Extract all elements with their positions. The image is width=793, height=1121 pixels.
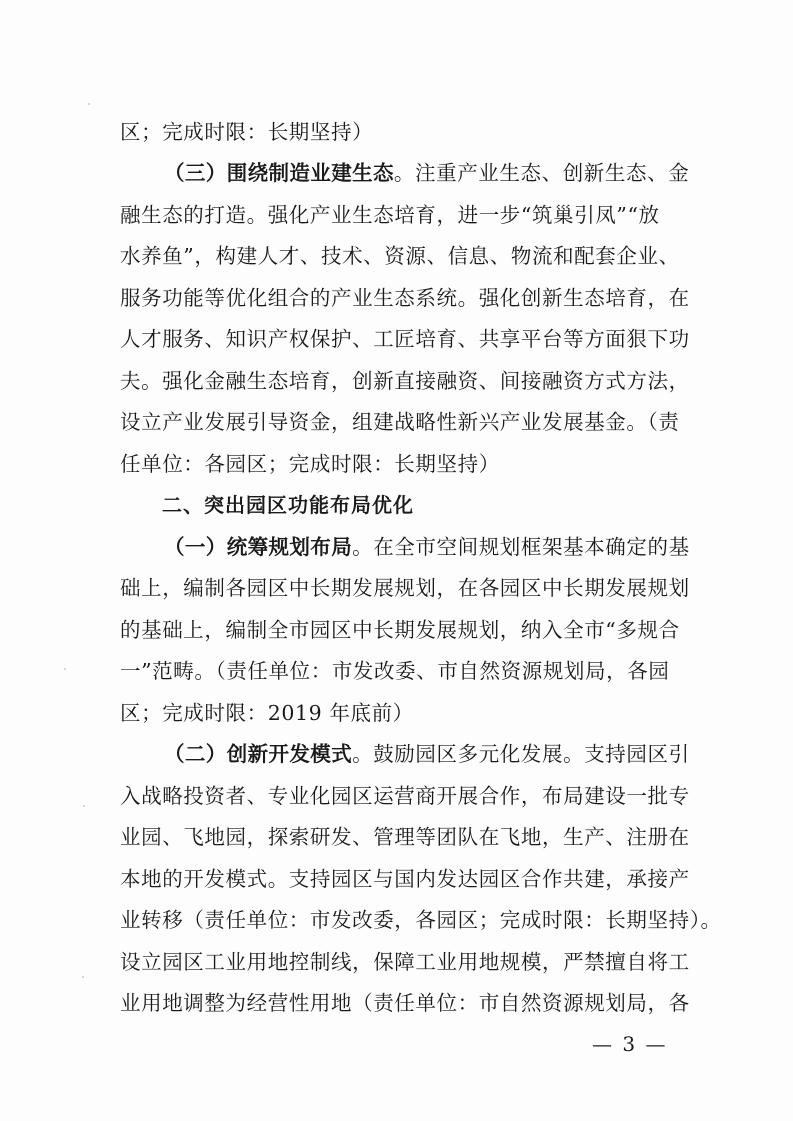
paragraph-line: 人才服务、知识产权保护、工匠培育、共享平台等方面狠下功 bbox=[120, 327, 690, 351]
subsection-text: 。在全市空间规划框架基本确定的基 bbox=[352, 535, 690, 559]
scan-speck bbox=[83, 805, 85, 807]
section-heading: 二、突出园区功能布局优化 bbox=[162, 493, 414, 517]
paragraph-line: 本地的开发模式。支持园区与国内发达园区合作共建，承接产 bbox=[120, 867, 690, 891]
page-number: — 3 — bbox=[592, 1032, 668, 1056]
paragraph-line: 区；完成时限：2019 年底前） bbox=[120, 701, 414, 725]
scan-speck bbox=[82, 976, 84, 978]
subsection-title: （一）统筹规划布局 bbox=[164, 535, 353, 559]
subsection-text: 。注重产业生态、创新生态、金 bbox=[393, 161, 690, 185]
subsection-text: 。鼓励园区多元化发展。支持园区引 bbox=[352, 742, 690, 766]
subsection-1-line bbox=[164, 535, 734, 559]
subsection-2-line bbox=[164, 742, 734, 766]
paragraph-line: 设立园区工业用地控制线，保障工业用地规模，严禁擅自将工 bbox=[120, 950, 690, 974]
paragraph-line: 服务功能等优化组合的产业生态系统。强化创新生态培育，在 bbox=[120, 286, 690, 310]
subsection-3-line bbox=[164, 161, 734, 185]
paragraph-line: 区；完成时限：长期坚持） bbox=[120, 120, 374, 144]
paragraph-line: 水养鱼”，构建人才、技术、资源、信息、物流和配套企业、 bbox=[120, 244, 680, 268]
paragraph-line: 的基础上，编制全市园区中长期发展规划，纳入全市“多规合 bbox=[120, 618, 680, 642]
paragraph-line: 任单位：各园区；完成时限：长期坚持） bbox=[120, 452, 500, 476]
paragraph-line: 夫。强化金融生态培育，创新直接融资、间接融资方式方法， bbox=[120, 369, 690, 393]
paragraph-line: 业转移（责任单位：市发改委，各园区；完成时限：长期坚持）。 bbox=[120, 908, 722, 932]
scan-speck bbox=[64, 668, 66, 670]
scan-speck bbox=[88, 103, 90, 105]
paragraph-line: 业用地调整为经营性用地（责任单位：市自然资源规划局，各 bbox=[120, 991, 690, 1015]
subsection-title: （二）创新开发模式 bbox=[164, 742, 353, 766]
paragraph-line: 一”范畴。（责任单位：市发改委、市自然资源规划局，各园 bbox=[120, 659, 670, 683]
subsection-title: （三）围绕制造业建生态 bbox=[164, 161, 394, 185]
paragraph-line: 融生态的打造。强化产业生态培育，进一步“筑巢引凤”“放 bbox=[120, 203, 660, 227]
paragraph-line: 业园、飞地园，探索研发、管理等团队在飞地，生产、注册在 bbox=[120, 825, 690, 849]
paragraph-line: 设立产业发展引导资金，组建战略性新兴产业发展基金。（责 bbox=[120, 410, 680, 434]
paragraph-line: 础上，编制各园区中长期发展规划，在各园区中长期发展规划 bbox=[120, 576, 690, 600]
paragraph-line: 入战略投资者、专业化园区运营商开展合作，布局建设一批专 bbox=[120, 784, 690, 808]
